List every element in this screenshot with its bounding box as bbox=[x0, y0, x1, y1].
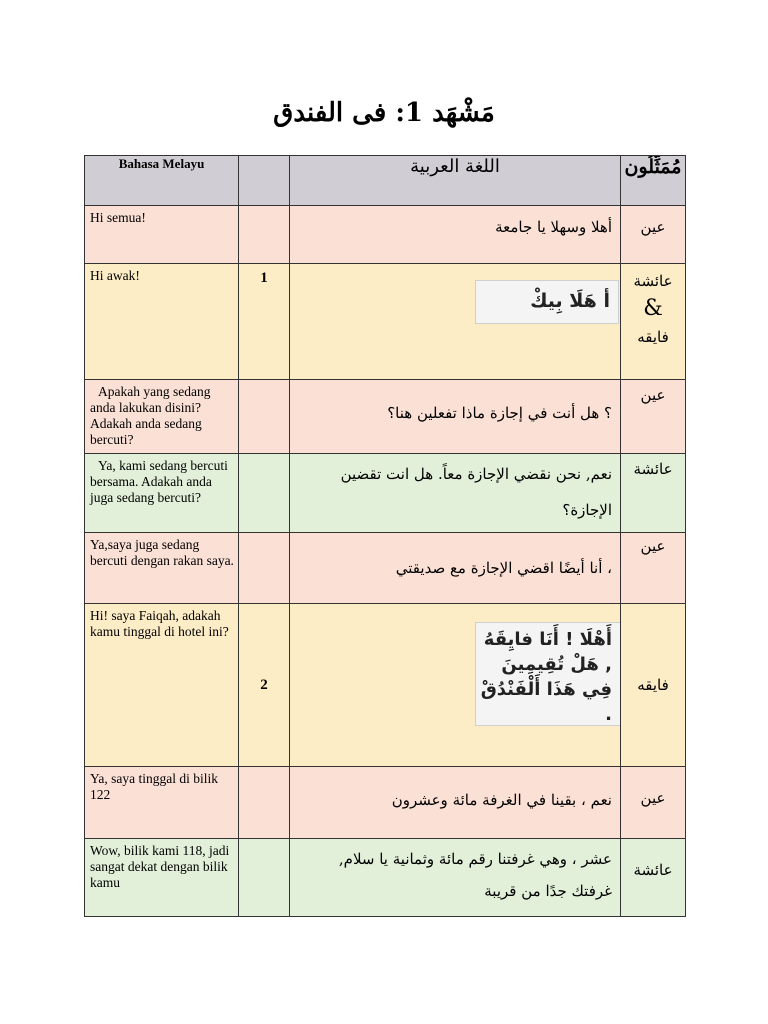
num-cell bbox=[239, 767, 290, 839]
table-row bbox=[85, 767, 686, 839]
header-actor: مُمَثِّلُون bbox=[621, 156, 686, 206]
malay-cell: Ya, kami sedang bercuti bersama. Adakah anda juga sedang bercuti? bbox=[85, 454, 239, 533]
actor-cell: عائشة bbox=[621, 839, 686, 917]
header-arabic: اللغة العربية bbox=[290, 156, 621, 206]
arabic-textbox: أ هَلَا بِيكْ bbox=[475, 280, 619, 324]
actor-cell: عين bbox=[621, 767, 686, 839]
table-row bbox=[85, 454, 686, 533]
actor-name: فايقه bbox=[637, 328, 669, 346]
malay-cell: Ya, saya tinggal di bilik 122 bbox=[85, 767, 239, 839]
num-cell bbox=[239, 206, 290, 264]
table-row bbox=[85, 839, 686, 917]
num-cell bbox=[239, 454, 290, 533]
malay-cell: Ya,saya juga sedang bercuti dengan rakan saya. bbox=[85, 533, 239, 604]
actor-cell bbox=[621, 264, 686, 380]
arabic-cell: نعم, نحن نقضي الإجازة معاً. هل انت تقضين الإجازة؟ bbox=[290, 454, 621, 533]
actor-cell: عين bbox=[621, 533, 686, 604]
arabic-cell: ؟ هل أنت في إجازة ماذا تفعلين هنا؟ bbox=[290, 380, 621, 454]
malay-cell: Wow, bilik kami 118, jadi sangat dekat dengan bilik kamu bbox=[85, 839, 239, 917]
actor-cell: فايقه bbox=[621, 604, 686, 767]
table-row bbox=[85, 264, 686, 380]
num-cell bbox=[239, 839, 290, 917]
dialogue-table bbox=[84, 155, 686, 917]
table-header-row bbox=[85, 156, 686, 206]
malay-cell: Hi semua! bbox=[85, 206, 239, 264]
num-cell bbox=[239, 380, 290, 454]
arabic-cell: نعم ، بقينا في الغرفة مائة وعشرون bbox=[290, 767, 621, 839]
num-cell: 1 bbox=[239, 264, 290, 380]
actor-name: عائشة bbox=[633, 272, 673, 290]
page-title: مَشْهَد 1: فى الفندق bbox=[273, 98, 495, 128]
num-cell bbox=[239, 533, 290, 604]
malay-cell: Hi awak! bbox=[85, 264, 239, 380]
table-row bbox=[85, 533, 686, 604]
header-num bbox=[239, 156, 290, 206]
arabic-textbox: أَهْلَا ! أَنَا فايِقَهُ , هَلْ تُقِيمِينَ فِي هَذَا أَلْفَنْدُقْ . bbox=[475, 622, 621, 726]
malay-cell: Hi! saya Faiqah, adakah kamu tinggal di hotel ini? bbox=[85, 604, 239, 767]
arabic-cell: عشر ، وهي غرفتنا رقم مائة وثمانية يا سلام, غرفتك جدًا من قريبة bbox=[290, 839, 621, 917]
actor-cell: عين bbox=[621, 380, 686, 454]
num-cell: 2 bbox=[239, 604, 290, 767]
arabic-cell bbox=[290, 264, 621, 380]
table-row bbox=[85, 206, 686, 264]
header-malay: Bahasa Melayu bbox=[85, 156, 239, 206]
table-row bbox=[85, 380, 686, 454]
arabic-cell bbox=[290, 604, 621, 767]
table-row bbox=[85, 604, 686, 767]
arabic-cell: ، أنا أيضًا اقضي الإجازة مع صديقتي bbox=[290, 533, 621, 604]
actor-cell: عين bbox=[621, 206, 686, 264]
arabic-cell: أهلا وسهلا يا جامعة bbox=[290, 206, 621, 264]
malay-cell: Apakah yang sedang anda lakukan disini? Adakah anda sedang bercuti? bbox=[85, 380, 239, 454]
actor-cell: عائشة bbox=[621, 454, 686, 533]
ampersand: & bbox=[643, 296, 663, 321]
